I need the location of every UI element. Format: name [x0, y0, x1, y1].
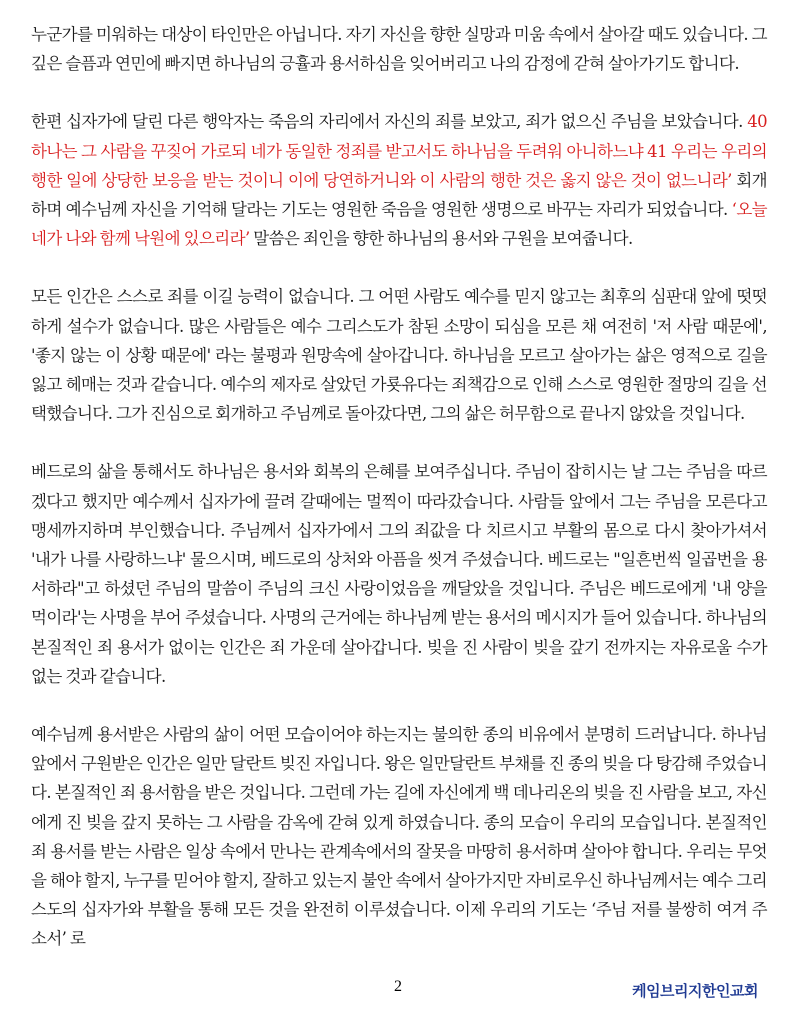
- page-number: 2: [394, 978, 402, 995]
- document-body: [31, 20, 767, 983]
- paragraph-text: 예수님께 용서받은 사람의 삶이 어떤 모습이어야 하는지는 불의한 종의 비유에서 분명히 드러납니다. 하나님 앞에서 구원받은 인간은 일만 달란트 빚진 자입니다. 왕은 일만달란트 부채를 진 종의 빚을 다 탕감해 주었습니다. 본질적인 죄 용서함을 받은 것입니다. 그런데 가는 길에 자신에게 백 데나리온의 빚을 진 사람을 보고, 자신에게 진 빚을 갚지 못하는 그 사람을 감옥에 갇혀 있게 하였습니다. 종의 모습이 우리의 모습입니다. 본질적인 죄 용서를 받는 사람은 일상 속에서 만나는 관계속에서의 잘못을 마땅히 용서하며 살아야 합니다. 우리는 무엇을 해야 할지, 누구를 믿어야 할지, 잘하고 있는지 불안 속에서 살아가지만 자비로우신 하나님께서는 예수 그리스도의 십자가와 부활을 통해 모든 것을 완전히 이루셨습니다. 이제 우리의 기도는 ‘주님 저를 불쌍히 여겨 주소서’ 로: [31, 725, 767, 949]
- paragraph-4: [31, 457, 767, 691]
- paragraph-3: [31, 282, 767, 428]
- paragraph-text: 누군가를 미워하는 대상이 타인만은 아닙니다. 자기 자신을 향한 실망과 미움 속에서 살아갈 때도 있습니다. 그 깊은 슬픔과 연민에 빠지면 하나님의 긍휼과 용서하심을 잊어버리고 나의 감정에 갇혀 살아가기도 합니다.: [31, 25, 767, 74]
- paragraph-1: [31, 20, 767, 78]
- church-name: 케임브리지한인교회: [632, 982, 758, 1000]
- paragraph-text: 모든 인간은 스스로 죄를 이길 능력이 없습니다. 그 어떤 사람도 예수를 믿지 않고는 최후의 심판대 앞에 떳떳하게 설수가 없습니다. 많은 사람들은 예수 그리스도가 참된 소망이 되심을 모른 채 여전히 '저 사람 때문에', '좋지 않는 이 상황 때문에' 라는 불평과 원망속에 살아갑니다. 하나님을 모르고 살아가는 삶은 영적으로 길을 잃고 헤매는 것과 같습니다. 예수의 제자로 살았던 가룟유다는 죄책감으로 인해 스스로 영원한 절망의 길을 선택했습니다. 그가 진심으로 회개하고 주님께로 돌아갔다면, 그의 삶은 허무함으로 끝나지 않았을 것입니다.: [31, 287, 767, 424]
- paragraph-text: 회개하며 예수님께 자신을 기억해 달라는 기도는 영원한 죽음을 영원한 생명으로 바꾸는 자리가 되었습니다.: [31, 170, 768, 220]
- paragraph-2: [31, 107, 767, 253]
- paragraph-text: 베드로의 삶을 통해서도 하나님은 용서와 회복의 은혜를 보여주십니다. 주님이 잡히시는 날 그는 주님을 따르겠다고 했지만 예수께서 십자가에 끌려 갈때에는 멀찍이 따라갔습니다. 사람들 앞에서 그는 주님을 모른다고 맹세까지하며 부인했습니다. 주님께서 십자가에서 그의 죄값을 다 치르시고 부활의 몸으로 다시 찾아가셔서 '내가 나를 사랑하느냐' 물으시며, 베드로의 상처와 아픔을 씻겨 주셨습니다. 베드로는 "일흔번씩 일곱번을 용서하라"고 하셨던 주님의 말씀이 주님의 크신 사랑이었음을 깨달았을 것입니다. 주님은 베드로에게 '내 양을 먹이라'는 사명을 부어 주셨습니다. 사명의 근거에는 하나님께 받는 용서의 메시지가 들어 있습니다. 하나님의 본질적인 죄 용서가 없이는 인간은 죄 가운데 살아갑니다. 빚을 진 사람이 빚을 갚기 전까지는 자유로울 수가 없는 것과 같습니다.: [31, 462, 767, 686]
- scripture-quote: 40 하나는 그 사람을 꾸짖어 가로되 네가 동일한 정죄를 받고서도 하나님을 두려워 아니하느냐 41 우리는 우리의 행한 일에 상당한 보응을 받는 것이니 이에 당연하거니와 이 사람의 행한 것은 옳지 않은 것이 없느니라’: [31, 112, 767, 190]
- paragraph-text: 한편 십자가에 달린 다른 행악자는 죽음의 자리에서 자신의 죄를 보았고, 죄가 없으신 주님을 보았습니다.: [31, 112, 748, 132]
- paragraph-5: [31, 720, 767, 954]
- paragraph-text: 말씀은 죄인을 향한 하나님의 용서와 구원을 보여줍니다.: [249, 229, 633, 249]
- scripture-quote: ‘오늘 네가 나와 함께 낙원에 있으리라’: [31, 200, 767, 249]
